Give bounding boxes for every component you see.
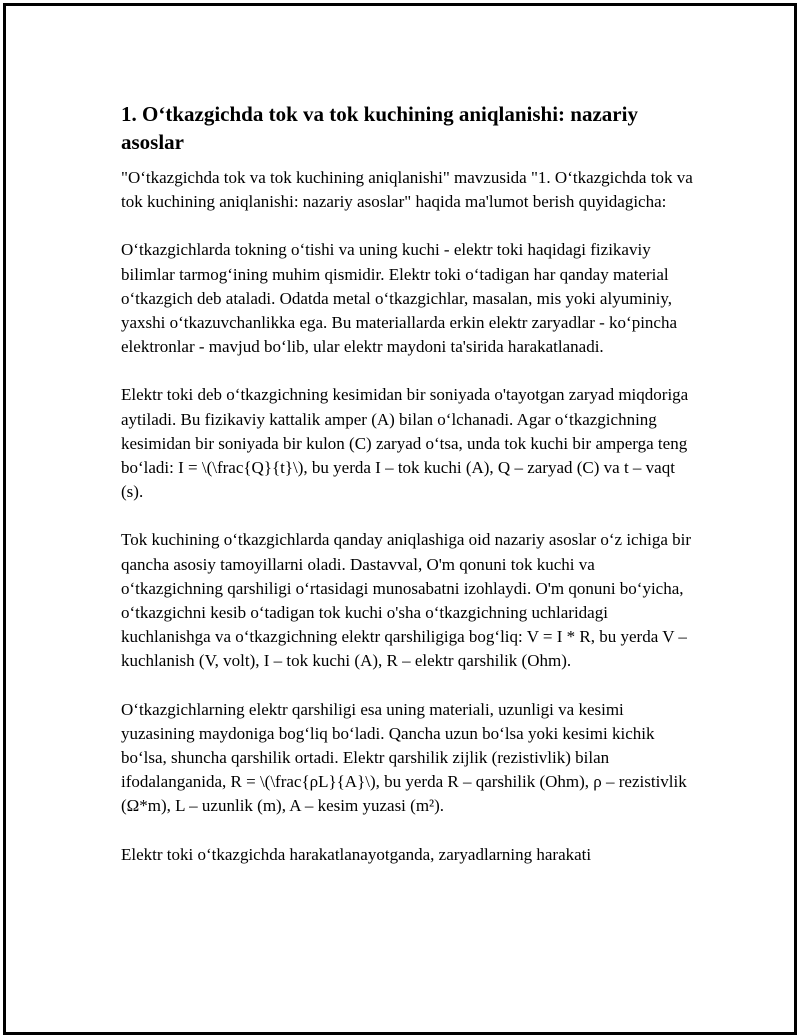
paragraph-ohms-law: Tok kuchining o‘tkazgichlarda qanday aniqlashiga oid nazariy asoslar o‘z ichiga bir qancha asosiy tamoyillarni oladi. Dastavval, O'm qonuni tok kuchi va o‘tkazgichning qarshiligi o‘rtasidagi munosabatni izohlaydi. O'm qonuni bo‘yicha, o‘tkazgichni kesib o‘tadigan tok kuchi o'sha o‘tkazgichning uchlaridagi kuchlanishga va o‘tkazgichning elektr qarshiligiga bog‘liq: V = I * R, bu yerda V – kuchlanish (V, volt), I – tok kuchi (A), R – elektr qarshilik (Ohm). bbox=[121, 530, 691, 671]
paragraph-charge-motion: Elektr toki o‘tkazgichda harakatlanayotganda, zaryadlarning harakati bbox=[121, 844, 592, 864]
document-title: 1. O‘tkazgichda tok va tok kuchining aniqlanishi: nazariy asoslar bbox=[121, 102, 638, 154]
paragraph-current-definition: Elektr toki deb o‘tkazgichning kesimidan bir soniyada o'tayotgan zaryad miqdoriga aytiladi. Bu fizikaviy kattalik amper (A) bilan o‘lchanadi. Agar o‘tkazgichning kesimidan bir soniyada bir kulon (C) zaryad o‘tsa, unda tok kuchi bir amperga teng bo‘ladi: I = \(\frac{Q}{t}\), bu yerda I – tok kuchi (A), Q – zaryad (C) va t – vaqt (s). bbox=[121, 385, 689, 502]
document-body bbox=[121, 100, 693, 891]
page-frame bbox=[3, 3, 797, 1035]
paragraph-intro: "O‘tkazgichda tok va tok kuchining aniqlanishi" mavzusida "1. O‘tkazgichda tok va tok kuchining aniqlanishi: nazariy asoslar" haqida ma'lumot berish quyidagicha: bbox=[121, 168, 693, 212]
paragraph-resistance: O‘tkazgichlarning elektr qarshiligi esa uning materiali, uzunligi va kesimi yuzasining maydoniga bog‘liq bo‘ladi. Qancha uzun bo‘lsa yoki kesimi kichik bo‘lsa, shuncha qarshilik ortadi. Elektr qarshilik zijlik (rezistivlik) bilan ifodalanganida, R = \(\frac{ρL}{A}\), bu yerda R – qarshilik (Ohm), ρ – rezistivlik (Ω*m), L – uzunlik (m), A – kesim yuzasi (m²). bbox=[121, 699, 687, 816]
paragraph-conductors: O‘tkazgichlarda tokning o‘tishi va uning kuchi - elektr toki haqidagi fizikaviy bilimlar tarmog‘ining muhim qismidir. Elektr toki o‘tadigan har qanday material o‘tkazgich deb ataladi. Odatda metal o‘tkazgichlar, masalan, mis yoki alyuminiy, yaxshi o‘tkazuvchanlikka ega. Bu materiallarda erkin elektr zaryadlar - ko‘pincha elektronlar - mavjud bo‘lib, ular elektr maydoni ta'sirida harakatlanadi. bbox=[121, 240, 678, 357]
